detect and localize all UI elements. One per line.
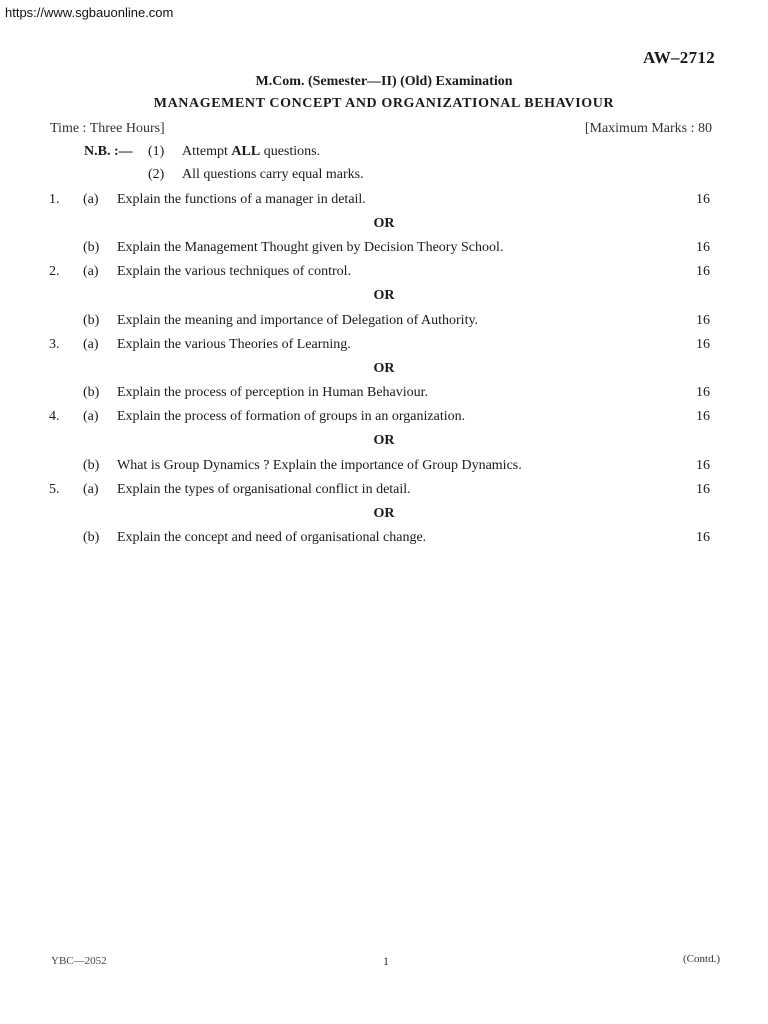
question-marks: 16 — [696, 530, 710, 545]
question-part: (b) — [83, 530, 100, 545]
question-part: (a) — [83, 192, 99, 207]
nb-text: All questions carry equal marks. — [182, 167, 364, 182]
question-4a — [0, 409, 768, 429]
source-url: https://www.sgbauonline.com — [5, 5, 174, 20]
nb-text: Attempt — [182, 144, 232, 159]
exam-title: M.Com. (Semester—II) (Old) Examination — [255, 74, 513, 89]
question-number: 5. — [49, 482, 60, 497]
question-marks: 16 — [696, 313, 710, 328]
question-number: 4. — [49, 409, 60, 424]
continued-note: (Contd.) — [683, 953, 720, 965]
question-part: (a) — [83, 482, 99, 497]
question-part: (a) — [83, 409, 99, 424]
question-marks: 16 — [696, 337, 710, 352]
question-marks: 16 — [696, 192, 710, 207]
question-number: 2. — [49, 264, 60, 279]
nb-label: N.B. :— — [84, 144, 133, 159]
nb-instruction-1 — [148, 144, 320, 160]
nb-number: (2) — [148, 167, 165, 182]
question-marks: 16 — [696, 482, 710, 497]
question-2a — [0, 264, 768, 284]
or-divider: OR — [373, 288, 395, 303]
question-marks: 16 — [696, 385, 710, 400]
question-text: Explain the meaning and importance of Delegation of Authority. — [117, 313, 479, 328]
question-text: What is Group Dynamics ? Explain the importance of Group Dynamics. — [117, 458, 522, 473]
nb-emphasis: ALL — [231, 144, 261, 159]
question-text: Explain the process of formation of groups in an organization. — [117, 409, 466, 424]
subject-title: MANAGEMENT CONCEPT AND ORGANIZATIONAL BEHAVIOUR — [153, 96, 615, 111]
question-text: Explain the functions of a manager in detail. — [117, 192, 366, 207]
nb-instruction-2 — [148, 167, 364, 183]
question-2b — [0, 313, 768, 333]
nb-text: questions. — [260, 144, 321, 159]
paper-code: AW–2712 — [643, 48, 715, 67]
question-part: (b) — [83, 240, 100, 255]
question-part: (a) — [83, 337, 99, 352]
question-1a — [0, 192, 768, 212]
question-marks: 16 — [696, 409, 710, 424]
question-3b — [0, 385, 768, 405]
question-text: Explain the Management Thought given by Decision Theory School. — [117, 240, 504, 255]
nb-number: (1) — [148, 144, 165, 159]
question-number: 3. — [49, 337, 60, 352]
question-text: Explain the various techniques of control. — [117, 264, 352, 279]
question-number: 1. — [49, 192, 60, 207]
question-1b — [0, 240, 768, 260]
question-5a — [0, 482, 768, 502]
question-text: Explain the various Theories of Learning. — [117, 337, 351, 352]
or-divider: OR — [373, 361, 395, 376]
question-part: (b) — [83, 313, 100, 328]
or-divider: OR — [373, 216, 395, 231]
question-part: (a) — [83, 264, 99, 279]
time-allowed: Time : Three Hours] — [50, 121, 165, 136]
question-part: (b) — [83, 385, 100, 400]
question-marks: 16 — [696, 458, 710, 473]
question-text: Explain the concept and need of organisational change. — [117, 530, 427, 545]
question-part: (b) — [83, 458, 100, 473]
question-marks: 16 — [696, 240, 710, 255]
page-number: 1 — [383, 954, 389, 968]
question-text: Explain the types of organisational conflict in detail. — [117, 482, 411, 497]
question-5b — [0, 530, 768, 550]
or-divider: OR — [373, 506, 395, 521]
question-text: Explain the process of perception in Human Behaviour. — [117, 385, 429, 400]
footer-code: YBC—2052 — [51, 955, 107, 967]
question-4b — [0, 458, 768, 478]
question-3a — [0, 337, 768, 357]
maximum-marks: [Maximum Marks : 80 — [584, 121, 712, 136]
question-marks: 16 — [696, 264, 710, 279]
or-divider: OR — [373, 433, 395, 448]
